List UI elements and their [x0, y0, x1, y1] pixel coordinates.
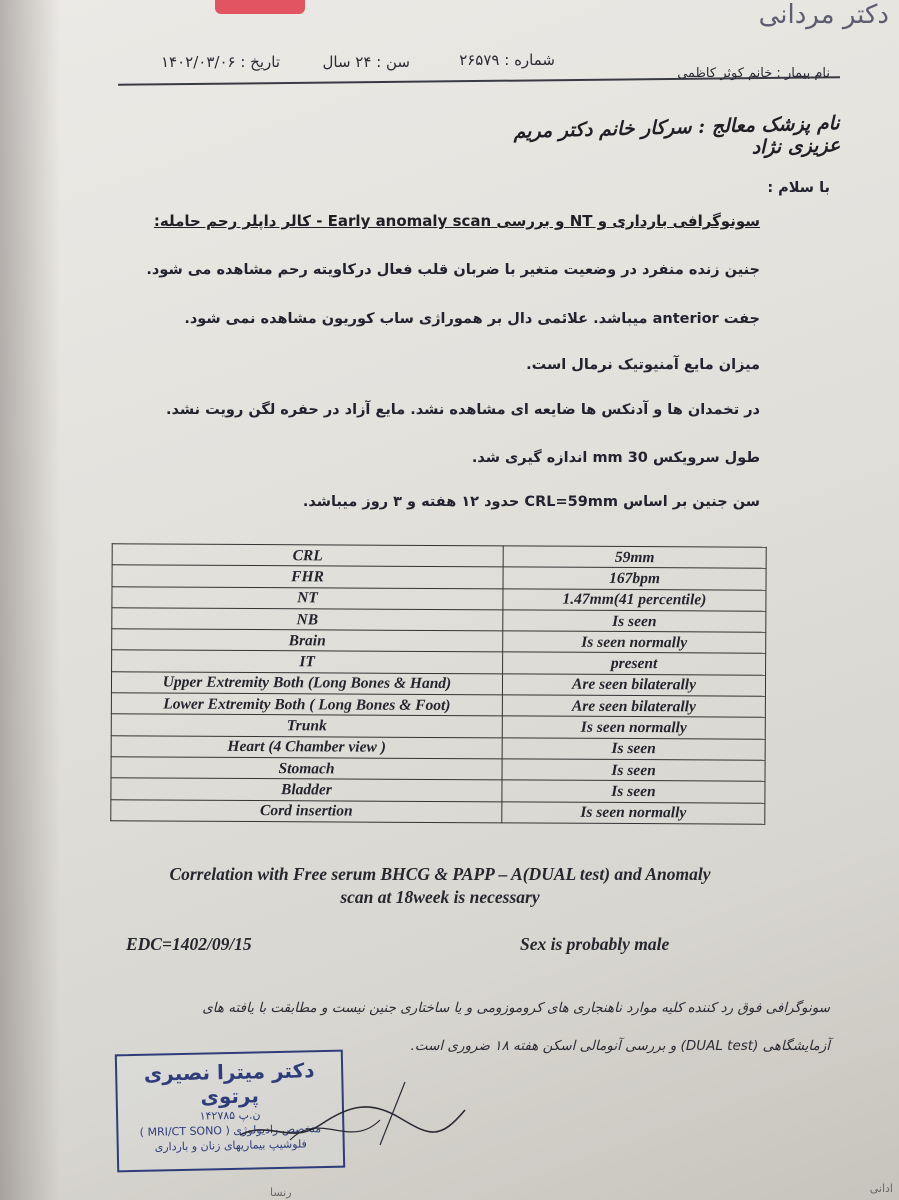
value-cell: Is seen	[502, 738, 765, 761]
value-cell: Is seen normally	[503, 631, 766, 654]
bottom-mark: رنسا	[270, 1186, 292, 1199]
recommendation-line-1: Correlation with Free serum BHCG & PAPP – A(DUAL test) and Anomaly	[169, 864, 711, 884]
value-cell: Is seen normally	[502, 716, 765, 739]
signature-scribble	[230, 1080, 470, 1150]
referring-doctor: نام پزشک معالج : سرکار خانم دکتر مریم عزیزی نژاد	[513, 112, 841, 159]
disclaimer-line-1: سونوگرافی فوق رد کننده کلیه موارد ناهنجاری های کروموزومی و یا ساختاری جنین نیست و مطابقت با یافته های	[202, 1000, 830, 1016]
corner-mark: ادانی	[869, 1182, 893, 1195]
page-shadow	[0, 0, 60, 1200]
finding-paragraph-2: جفت anterior میباشد. علائمی دال بر هموراژی ساب کوریون مشاهده نمی شود.	[184, 311, 760, 327]
edc-value: EDC=1402/09/15	[126, 934, 252, 954]
value-cell: present	[503, 652, 766, 675]
greeting: با سلام :	[767, 180, 830, 196]
value-cell: 1.47mm(41 percentile)	[503, 588, 766, 611]
sex-value: Sex is probably male	[520, 934, 670, 954]
parameter-cell: Upper Extremity Both (Long Bones & Hand)	[111, 672, 502, 695]
parameter-cell: NB	[112, 608, 503, 631]
parameter-cell: Cord insertion	[111, 799, 502, 822]
parameter-cell: NT	[112, 586, 503, 609]
parameter-cell: Bladder	[111, 778, 502, 801]
finding-paragraph-1: جنین زنده منفرد در وضعیت متغیر با ضربان قلب فعال درکاویته رحم مشاهده می شود.	[146, 262, 760, 278]
value-cell: Are seen bilaterally	[502, 695, 765, 718]
report-title: سونوگرافی بارداری و NT و بررسی Early anomaly scan - کالر داپلر رحم حامله:	[153, 212, 760, 230]
parameter-cell: Stomach	[111, 757, 502, 780]
value-cell: Is seen	[502, 759, 765, 782]
findings-table-body	[111, 544, 766, 824]
finding-paragraph-3: میزان مایع آمنیوتیک نرمال است.	[526, 357, 760, 373]
stamp-license: ن.پ ۱۴۲۷۸۵	[199, 1108, 261, 1123]
value-cell: Is seen	[502, 780, 765, 803]
stamp-doctor-name: دکتر میترا نصیری پرتوی	[143, 1058, 315, 1109]
finding-paragraph-6: سن جنین بر اساس CRL=59mm حدود ۱۲ هفته و ۳ روز میباشد.	[302, 494, 760, 510]
clinic-name: دکتر مردانی	[758, 0, 889, 30]
value-cell: Is seen	[503, 610, 766, 633]
clinic-logo-mark	[215, 0, 305, 14]
parameter-cell: IT	[112, 650, 503, 673]
patient-name: نام بیمار : خانم کوثر کاظمی	[677, 66, 830, 81]
table-row	[111, 799, 765, 824]
findings-table	[110, 543, 766, 824]
finding-paragraph-5: طول سرویکس 30 mm اندازه گیری شد.	[471, 450, 760, 466]
value-cell: Is seen normally	[502, 801, 765, 824]
value-cell: Are seen bilaterally	[502, 674, 765, 697]
patient-age: سن : ۲۴ سال	[322, 53, 410, 71]
report-date: تاریخ : ۱۴۰۲/۰۳/۰۶	[161, 53, 280, 71]
value-cell: 59mm	[503, 546, 766, 569]
report-number: شماره : ۲۶۵۷۹	[459, 51, 555, 69]
parameter-cell: Brain	[112, 629, 503, 652]
value-cell: 167bpm	[503, 567, 766, 590]
parameter-cell: CRL	[112, 544, 503, 567]
parameter-cell: Heart (4 Chamber view )	[111, 735, 502, 758]
stamp-fellowship: فلوشیپ بیماریهای زنان و بارداری	[154, 1137, 307, 1154]
parameter-cell: Lower Extremity Both ( Long Bones & Foot)	[111, 693, 502, 716]
parameter-cell: FHR	[112, 565, 503, 588]
stamp-specialty: متخصص رادیولوژی ( MRI/CT SONO )	[139, 1122, 322, 1139]
finding-paragraph-4: در تخمدان ها و آدنکس ها ضایعه ای مشاهده نشد. مایع آزاد در حفره لگن رویت نشد.	[166, 402, 760, 418]
parameter-cell: Trunk	[111, 714, 502, 737]
disclaimer-line-2: آزمایشگاهی (DUAL test) و بررسی آنومالی اسکن هفته ۱۸ ضروری است.	[410, 1038, 830, 1054]
recommendation-line-2: scan at 18week is necessary	[340, 887, 540, 907]
